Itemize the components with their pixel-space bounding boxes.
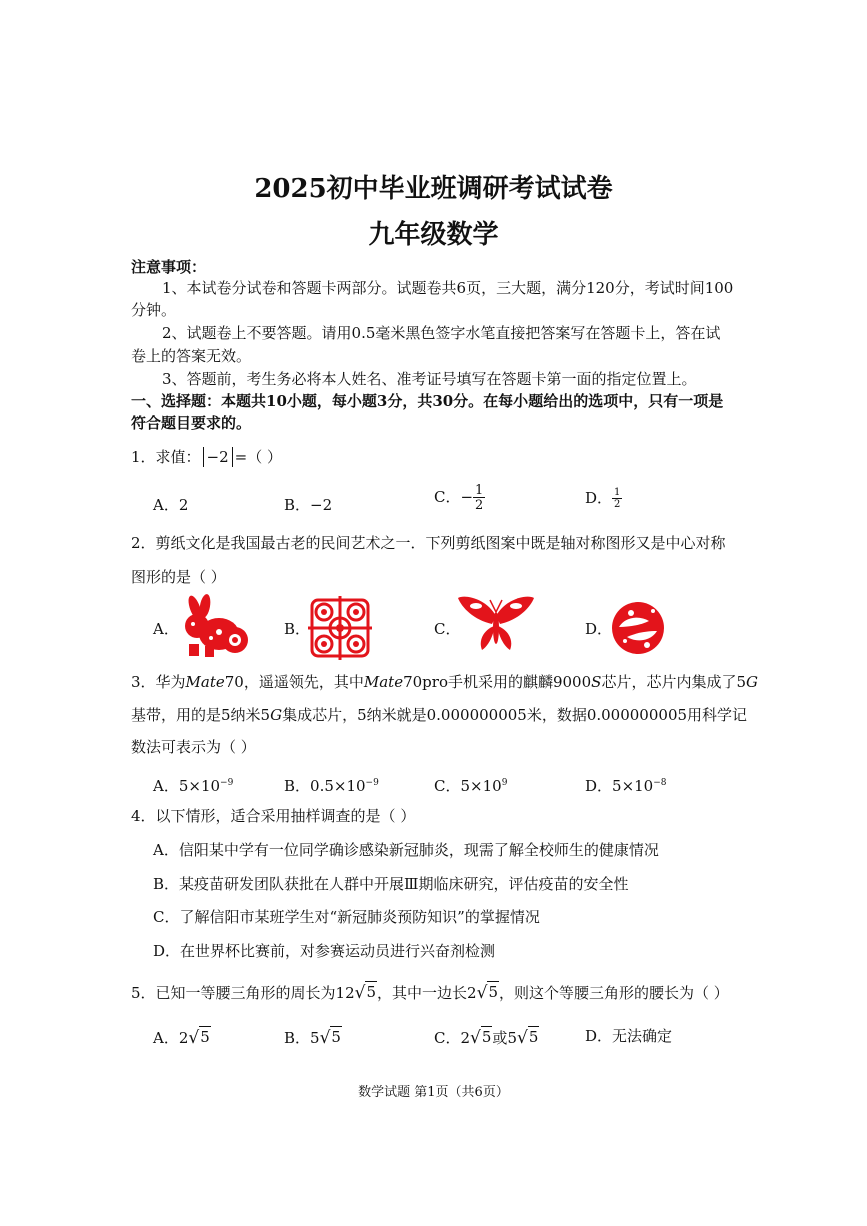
notes-heading: 注意事项： [131,258,207,276]
q4-option-c: C．了解信阳市某班学生对“新冠肺炎预防知识”的掌握情况 [153,908,540,926]
q2-option-c: C． [434,620,461,638]
q5-option-d: D．无法确定 [585,1027,673,1045]
q5-option-b: B．5 √ 5 [284,1028,341,1048]
q2-option-d: D． [585,620,613,638]
q1-option-a: A．2 [153,496,189,514]
q5-option-c: C．2 √ 5 或5 √ 5 [434,1028,539,1048]
question-3-stem-end: 数法可表示为（ ） [131,738,256,756]
butterfly-papercut-image [456,594,536,658]
section-heading-cont: 符合题目要求的。 [131,414,252,432]
absolute-value: −2 [203,447,233,467]
q1-option-d: D． $\frac{1}{2}$ [585,487,621,510]
page-footer: 数学试题 第1页（共6页） [358,1085,509,1100]
question-4-stem: 4．以下情形，适合采用抽样调查的是（ ） [131,807,416,825]
question-5-stem: 5．已知一等腰三角形的周长为12 √ 5 ，其中一边长2 √ 5 ，则这个等腰三角形的腰长为（ ） [131,983,729,1003]
note-line: 1、本试卷分试卷和答题卡两部分。试题卷共6页，三大题，满分120分，考试时间100 [162,279,734,297]
q2-option-a: A． [153,620,179,638]
question-3-stem: 3．华为Mate70，遥遥领先，其中Mate70pro手机采用的麒麟9000S芯片，芯片内集成了5G [131,673,758,691]
q2-option-b: B． [284,620,311,638]
question-2-stem: 2．剪纸文化是我国最古老的民间艺术之一．下列剪纸图案中既是轴对称图形又是中心对称 [131,534,726,552]
q3-option-c: C．$5\times 10^9$ [434,777,508,795]
q5-option-a: A．2 √ 5 [153,1028,210,1048]
q3-option-d: D．$5\times 10^{-8}$ [585,777,667,795]
q4-option-a: A．信阳某中学有一位同学确诊感染新冠肺炎，现需了解全校师生的健康情况 [153,841,659,859]
fish-papercut-image [609,597,667,659]
question-3-stem-cont: 基带，用的是5纳米5G集成芯片，5纳米就是0.000000005米，数据0.000000005用科学记 [131,706,748,724]
q4-option-d: D．在世界杯比赛前，对参赛运动员进行兴奋剂检测 [153,942,496,960]
page-title: 2025初中毕业班调研考试试卷 [254,174,613,204]
q1-option-b: B．−2 [284,496,333,514]
question-2-stem-cont: 图形的是（ ） [131,568,226,586]
q4-option-b: B．某疫苗研发团队获批在人群中开展Ⅲ期临床研究，评估疫苗的安全性 [153,875,629,893]
page-subtitle: 九年级数学 [368,220,499,250]
q3-option-a: A．$5\times 10^{-9}$ [153,777,234,795]
note-line: 分钟。 [131,301,177,319]
note-line: 卷上的答案无效。 [131,347,252,365]
q3-option-b: B．$0.5\times 10^{-9}$ [284,777,379,795]
question-1-stem: 1．求值： −2 =（ ） [131,448,283,466]
note-line: 2、试题卷上不要答题。请用0.5毫米黑色签字水笔直接把答案写在答题卡上，答在试 [162,324,721,342]
q1-option-c: C．− $\frac{1}{2}$ [434,483,484,513]
knot-papercut-image [306,594,374,662]
rabbit-papercut-image [175,594,251,660]
note-line: 3、答题前，考生务必将本人姓名、准考证号填写在答题卡第一面的指定位置上。 [162,370,697,388]
section-heading: 一、选择题：本题共10小题，每小题3分，共30分。在每小题给出的选项中，只有一项是 [131,392,724,410]
